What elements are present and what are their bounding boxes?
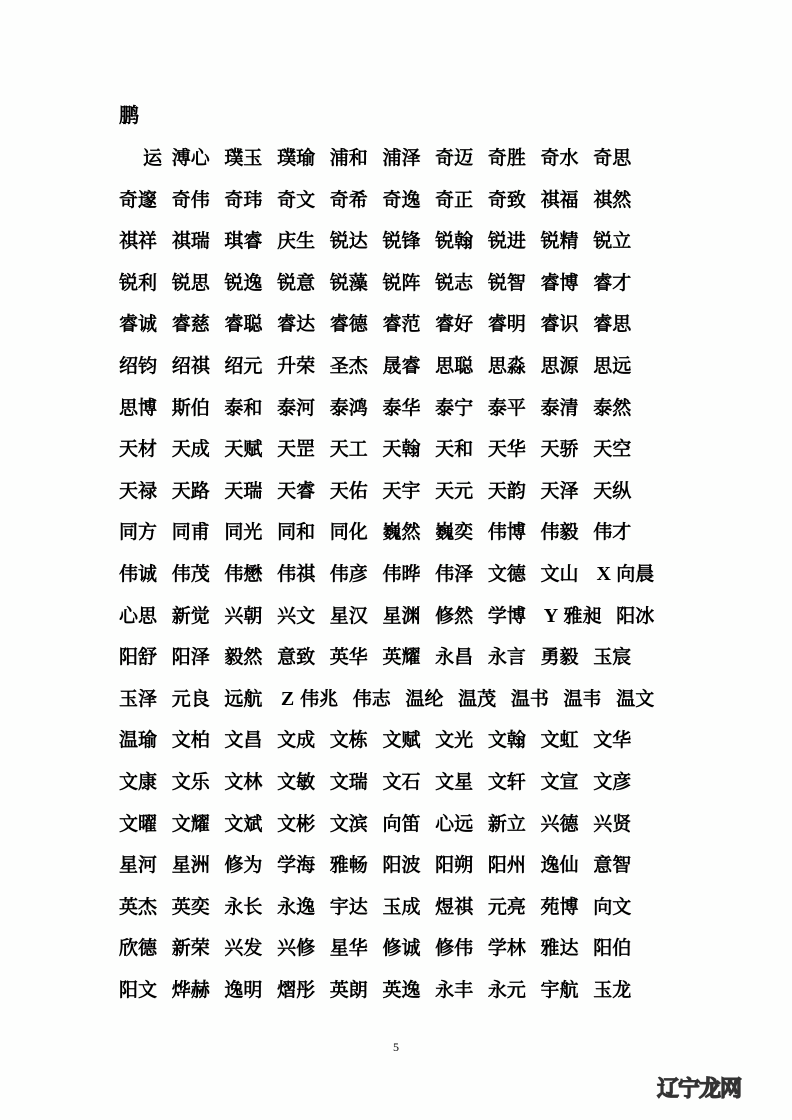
name-entry: 文瑞 <box>329 770 368 793</box>
name-entry: 文宣 <box>540 770 579 793</box>
name-entry: 睿聪 <box>224 313 263 336</box>
name-entry: 思淼 <box>487 354 526 377</box>
name-entry: 泰河 <box>277 396 316 419</box>
name-entry: 学林 <box>487 937 526 960</box>
name-entry: 天空 <box>593 438 632 461</box>
name-entry: 天骄 <box>540 438 579 461</box>
name-row <box>119 354 679 396</box>
name-entry: 天成 <box>171 438 210 461</box>
name-entry: 烨赫 <box>171 978 210 1001</box>
name-entry: 文斌 <box>224 812 263 835</box>
name-entry: 睿达 <box>277 313 316 336</box>
name-entry: 睿识 <box>540 313 579 336</box>
name-entry: 玉宸 <box>593 646 632 669</box>
name-entry: 奇水 <box>540 147 579 169</box>
name-entry: 奇逸 <box>382 188 421 211</box>
name-entry: 浦泽 <box>382 147 421 169</box>
name-entry: 永长 <box>224 895 263 918</box>
name-entry: 锐志 <box>435 271 474 294</box>
name-entry: 绍元 <box>224 354 263 377</box>
name-entry: 伟才 <box>593 521 632 544</box>
site-watermark-logo <box>657 1072 741 1103</box>
name-entry: 奇玮 <box>224 188 263 211</box>
name-entry: 玉龙 <box>593 978 632 1001</box>
name-entry: 温纶 <box>405 687 444 710</box>
name-entry: 宇航 <box>540 978 579 1001</box>
name-entry: 雅昶 <box>563 604 602 627</box>
name-entry: 星河 <box>119 854 158 877</box>
name-entry: 祺瑞 <box>171 230 210 253</box>
name-entry: 伟祺 <box>277 562 316 585</box>
name-entry: 修伟 <box>435 937 474 960</box>
name-entry: 向晨 <box>616 562 655 585</box>
name-entry: 学海 <box>277 854 316 877</box>
name-entry: 斯伯 <box>171 396 210 419</box>
name-entry: 向笛 <box>382 812 421 835</box>
name-entry: 元亮 <box>487 895 526 918</box>
name-entry: 思聪 <box>435 354 474 377</box>
name-entry: 文乐 <box>171 770 210 793</box>
name-entry: 逸仙 <box>540 854 579 877</box>
name-entry: 文赋 <box>382 729 421 752</box>
name-entry: 泰华 <box>382 396 421 419</box>
name-entry: 锐意 <box>277 271 316 294</box>
name-entry: 祺福 <box>540 188 579 211</box>
name-entry: 熠彤 <box>277 978 316 1001</box>
name-entry: 宇达 <box>329 895 368 918</box>
name-entry: 伟毅 <box>540 521 579 544</box>
name-entry: 伟晔 <box>382 562 421 585</box>
name-entry: 伟博 <box>487 521 526 544</box>
name-entry: 绍钧 <box>119 354 158 377</box>
name-entry: 星华 <box>329 937 368 960</box>
name-entry: 天佑 <box>329 479 368 502</box>
name-entry: 文成 <box>277 729 316 752</box>
name-entry: 心思 <box>119 604 158 627</box>
name-row <box>119 146 679 188</box>
name-entry: 玉泽 <box>119 687 158 710</box>
name-row <box>119 562 679 604</box>
name-entry: 锐翰 <box>435 230 474 253</box>
name-row <box>119 437 679 479</box>
page-number: 5 <box>393 1040 399 1054</box>
name-entry: 文康 <box>119 770 158 793</box>
name-row <box>119 728 679 770</box>
name-entry: 温韦 <box>563 687 602 710</box>
name-entry: 温文 <box>616 687 655 710</box>
name-entry: 同甫 <box>171 521 210 544</box>
name-entry: 奇胜 <box>487 147 526 169</box>
name-entry: 阳波 <box>382 854 421 877</box>
name-entry: 永逸 <box>277 895 316 918</box>
name-entry: 奇邃 <box>119 188 158 211</box>
name-entry: 新立 <box>487 812 526 835</box>
name-entry: 伟懋 <box>224 562 263 585</box>
name-entry: 奇正 <box>435 188 474 211</box>
name-entry: 泰平 <box>487 396 526 419</box>
name-entry: 祺然 <box>593 188 632 211</box>
name-entry: 睿博 <box>540 271 579 294</box>
name-entry: 文曜 <box>119 812 158 835</box>
name-entry: 伟茂 <box>171 562 210 585</box>
name-entry: 阳伯 <box>593 937 632 960</box>
watermark-part-2: 龙网 <box>699 1077 742 1102</box>
name-entry: 兴文 <box>277 604 316 627</box>
name-entry: 文华 <box>593 729 632 752</box>
name-entry: 巍奕 <box>435 521 474 544</box>
name-entry: 学博 <box>487 604 526 627</box>
name-entry: 天禄 <box>119 479 158 502</box>
name-entry: 煜祺 <box>435 895 474 918</box>
name-entry: 兴贤 <box>593 812 632 835</box>
name-entry: 英杰 <box>119 895 158 918</box>
name-entry: 圣杰 <box>329 354 368 377</box>
name-entry: 远航 <box>224 687 263 710</box>
name-entry: 文栋 <box>329 729 368 752</box>
name-entry: 晟睿 <box>382 354 421 377</box>
name-entry: 天翰 <box>382 438 421 461</box>
name-entry: 玉成 <box>382 895 421 918</box>
name-entry: 英奕 <box>171 895 210 918</box>
name-entry: 兴发 <box>224 937 263 960</box>
name-entry: 文滨 <box>329 812 368 835</box>
name-entry: 兴朝 <box>224 604 263 627</box>
name-entry: 天赋 <box>224 438 263 461</box>
name-entry: 文林 <box>224 770 263 793</box>
name-entry: 文山 <box>540 562 579 585</box>
name-entry: 文彬 <box>277 812 316 835</box>
name-entry: 天路 <box>171 479 210 502</box>
name-entry: 温茂 <box>458 687 497 710</box>
name-entry: 天睿 <box>277 479 316 502</box>
name-entry: 巍然 <box>382 521 421 544</box>
name-row <box>119 520 679 562</box>
name-entry: 琪睿 <box>224 230 263 253</box>
name-entry: 雅畅 <box>329 854 368 877</box>
name-entry: 意智 <box>593 854 632 877</box>
name-entry: 锐达 <box>329 230 368 253</box>
letter-marker: Z <box>280 687 295 710</box>
name-entry: 奇致 <box>487 188 526 211</box>
name-entry: 升荣 <box>277 354 316 377</box>
name-row <box>119 645 679 687</box>
name-entry: 思源 <box>540 354 579 377</box>
name-entry: 阳泽 <box>171 646 210 669</box>
name-entry: 文德 <box>487 562 526 585</box>
name-entry: 睿慈 <box>171 313 210 336</box>
name-entry: 文光 <box>435 729 474 752</box>
name-entry: 浦和 <box>329 147 368 169</box>
name-row <box>119 812 679 854</box>
name-entry: 泰鸿 <box>329 396 368 419</box>
name-entry: 新觉 <box>171 604 210 627</box>
name-entry: 阳州 <box>487 854 526 877</box>
name-entry: 泰宁 <box>435 396 474 419</box>
name-entry: 新荣 <box>171 937 210 960</box>
name-entry: 同方 <box>119 521 158 544</box>
name-entry: 睿好 <box>435 313 474 336</box>
name-entry: 元良 <box>171 687 210 710</box>
name-entry: 文星 <box>435 770 474 793</box>
name-entry: 苑博 <box>540 895 579 918</box>
name-entry: 文柏 <box>171 729 210 752</box>
name-entry: 奇迈 <box>435 147 474 169</box>
name-entry: 阳文 <box>119 978 158 1001</box>
name-entry: 英华 <box>329 646 368 669</box>
name-entry: 意致 <box>277 646 316 669</box>
name-entry: 伟志 <box>352 687 391 710</box>
name-entry: 英逸 <box>382 978 421 1001</box>
name-row <box>119 895 679 937</box>
name-entry: 锐阵 <box>382 271 421 294</box>
name-entry: 逸明 <box>224 978 263 1001</box>
name-entry: 天工 <box>329 438 368 461</box>
name-entry: 同和 <box>277 521 316 544</box>
name-row <box>119 604 679 646</box>
name-entry: 星渊 <box>382 604 421 627</box>
name-entry: 永言 <box>487 646 526 669</box>
name-entry: 运 <box>143 147 163 169</box>
name-entry: 温瑜 <box>119 729 158 752</box>
name-entry: 奇希 <box>329 188 368 211</box>
name-entry: 天宇 <box>382 479 421 502</box>
name-entry: 锐立 <box>593 230 632 253</box>
name-entry: 璞瑜 <box>277 147 316 169</box>
name-entry: 阳朔 <box>435 854 474 877</box>
name-entry: 修为 <box>224 854 263 877</box>
name-entry: 思远 <box>593 354 632 377</box>
name-entry: 文彦 <box>593 770 632 793</box>
name-entry: 睿思 <box>593 313 632 336</box>
name-entry: 文轩 <box>487 770 526 793</box>
name-entry: 绍祺 <box>171 354 210 377</box>
name-entry: 文虹 <box>540 729 579 752</box>
name-entry: 天泽 <box>540 479 579 502</box>
name-entry: 阳舒 <box>119 646 158 669</box>
name-entry: 欣德 <box>119 937 158 960</box>
name-entry: 睿诚 <box>119 313 158 336</box>
name-entry: 天华 <box>487 438 526 461</box>
name-entry: 兴德 <box>540 812 579 835</box>
name-entry: 伟兆 <box>300 687 339 710</box>
name-entry: 文昌 <box>224 729 263 752</box>
name-row <box>119 312 679 354</box>
name-entry: 伟彦 <box>329 562 368 585</box>
name-entry: 天元 <box>435 479 474 502</box>
name-entry: 泰和 <box>224 396 263 419</box>
name-entry: 锐精 <box>540 230 579 253</box>
name-entry: 奇思 <box>593 147 632 169</box>
name-entry: 同光 <box>224 521 263 544</box>
name-entry: 勇毅 <box>540 646 579 669</box>
name-entry: 永丰 <box>435 978 474 1001</box>
name-entry: 锐进 <box>487 230 526 253</box>
name-entry: 锐锋 <box>382 230 421 253</box>
name-entry: 天罡 <box>277 438 316 461</box>
name-entry: 睿才 <box>593 271 632 294</box>
name-entry: 永昌 <box>435 646 474 669</box>
name-entry: 文石 <box>382 770 421 793</box>
name-entry: 伟泽 <box>435 562 474 585</box>
name-entry: 星洲 <box>171 854 210 877</box>
name-entry: 毅然 <box>224 646 263 669</box>
name-entry: 向文 <box>593 895 632 918</box>
name-row <box>119 853 679 895</box>
letter-marker: X <box>596 562 611 585</box>
name-list <box>119 146 679 1019</box>
name-entry: 锐逸 <box>224 271 263 294</box>
name-entry: 文敏 <box>277 770 316 793</box>
name-entry: 思博 <box>119 396 158 419</box>
name-entry: 天瑞 <box>224 479 263 502</box>
name-entry: 睿范 <box>382 313 421 336</box>
name-entry: 泰清 <box>540 396 579 419</box>
name-entry: 同化 <box>329 521 368 544</box>
letter-marker: Y <box>543 604 559 627</box>
name-row <box>119 770 679 812</box>
name-entry: 庆生 <box>277 230 316 253</box>
name-entry: 伟诚 <box>119 562 158 585</box>
name-entry: 奇文 <box>277 188 316 211</box>
name-row <box>119 188 679 230</box>
name-row <box>119 271 679 313</box>
name-entry: 兴修 <box>277 937 316 960</box>
name-row <box>119 229 679 271</box>
name-entry: 天材 <box>119 438 158 461</box>
name-entry: 睿明 <box>487 313 526 336</box>
name-entry: 英耀 <box>382 646 421 669</box>
name-entry: 天纵 <box>593 479 632 502</box>
name-row <box>119 936 679 978</box>
name-entry: 溥心 <box>171 147 210 169</box>
name-entry: 星汉 <box>329 604 368 627</box>
name-entry: 祺祥 <box>119 230 158 253</box>
name-entry: 文翰 <box>487 729 526 752</box>
name-entry: 睿德 <box>329 313 368 336</box>
section-heading: 鹏 <box>119 103 139 127</box>
name-entry: 文耀 <box>171 812 210 835</box>
name-row <box>119 687 679 729</box>
name-entry: 锐藻 <box>329 271 368 294</box>
name-entry: 心远 <box>435 812 474 835</box>
name-entry: 阳冰 <box>616 604 655 627</box>
name-entry: 温书 <box>510 687 549 710</box>
watermark-part-1: 辽宁 <box>657 1077 700 1102</box>
name-row <box>119 978 679 1020</box>
name-entry: 奇伟 <box>171 188 210 211</box>
name-entry: 泰然 <box>593 396 632 419</box>
name-entry: 锐智 <box>487 271 526 294</box>
name-row <box>119 479 679 521</box>
name-entry: 锐思 <box>171 271 210 294</box>
name-entry: 永元 <box>487 978 526 1001</box>
name-entry: 天韵 <box>487 479 526 502</box>
name-entry: 锐利 <box>119 271 158 294</box>
name-entry: 璞玉 <box>224 147 263 169</box>
name-entry: 修诚 <box>382 937 421 960</box>
name-entry: 雅达 <box>540 937 579 960</box>
name-entry: 修然 <box>435 604 474 627</box>
name-row <box>119 396 679 438</box>
name-entry: 英朗 <box>329 978 368 1001</box>
name-entry: 天和 <box>435 438 474 461</box>
